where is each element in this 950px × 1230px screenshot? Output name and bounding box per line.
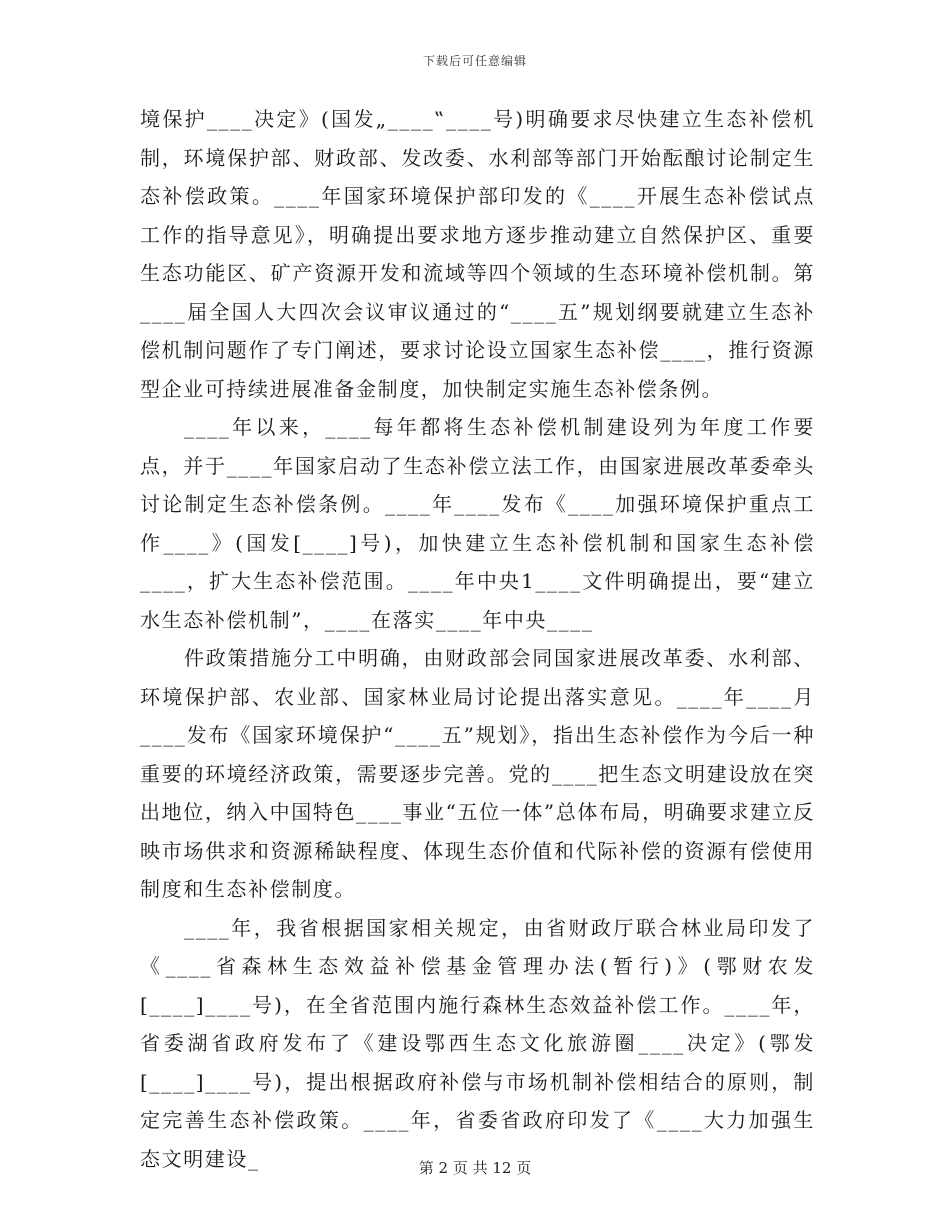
- page-number: 第 2 页 共 12 页: [418, 1159, 532, 1177]
- document-body: [140, 100, 815, 1178]
- paragraph-2: ____年以来，____每年都将生态补偿机制建设列为年度工作要点，并于____年国家启动了生态补偿立法工作，由国家进展改革委牵头讨论制定生态补偿条例。____年____发布《____加强环境保护重点工作____》(国发[____]号)，加快建立生态补偿机制和国家生态补偿____，扩大生态补偿范围。____年中央1____文件明确提出，要“建立水生态补偿机制”，____在落实____年中央____: [140, 415, 815, 632]
- paragraph-3: 件政策措施分工中明确，由财政部会同国家进展改革委、水利部、环境保护部、农业部、国家林业局讨论提出落实意见。____年____月____发布《国家环境保护“____五”规划》，指出生态补偿作为今后一种重要的环境经济政策，需要逐步完善。党的____把生态文明建设放在突出地位，纳入中国特色____事业“五位一体”总体布局，明确要求建立反映市场供求和资源稀缺程度、体现生态价值和代际补偿的资源有偿使用制度和生态补偿制度。: [140, 646, 815, 901]
- paragraph-1: 境保护____决定》(国发„____‟____号)明确要求尽快建立生态补偿机制，环境保护部、财政部、发改委、水利部等部门开始酝酿讨论制定生态补偿政策。____年国家环境保护部印发的《____开展生态补偿试点工作的指导意见》，明确提出要求地方逐步推动建立自然保护区、重要生态功能区、矿产资源开发和流域等四个领域的生态环境补偿机制。第____届全国人大四次会议审议通过的“____五”规划纲要就建立生态补偿机制问题作了专门阐述，要求讨论设立国家生态补偿____，推行资源型企业可持续进展准备金制度，加快制定实施生态补偿条例。: [140, 107, 815, 401]
- page-header: 下载后可任意编辑: [422, 54, 527, 68]
- paragraph-4: ____年，我省根据国家相关规定，由省财政厅联合林业局印发了《____省森林生态效益补偿基金管理办法(暂行)》(鄂财农发[____]____号)，在全省范围内施行森林生态效益补偿工作。____年，省委湖省政府发布了《建设鄂西生态文化旅游圈____决定》(鄂发[____]____号)，提出根据政府补偿与市场机制补偿相结合的原则，制定完善生态补偿政策。____年，省委省政府印发了《____大力加强生态文明建设_: [140, 915, 815, 1171]
